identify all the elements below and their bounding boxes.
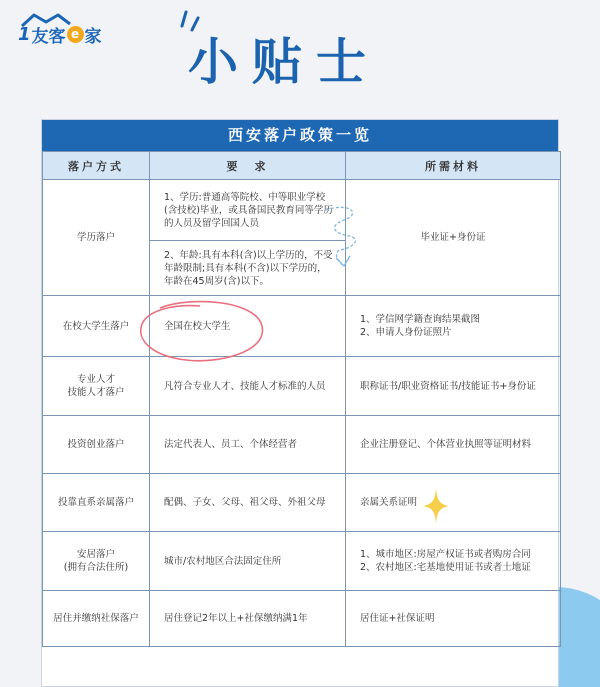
table-row bbox=[43, 357, 561, 416]
materials-line: 2、申请人身份证照片 bbox=[360, 327, 452, 338]
method-cell: 在校大学生落户 bbox=[43, 296, 150, 357]
page-title: 小贴士 bbox=[188, 33, 380, 91]
materials-cell: 企业注册登记、个体营业执照等证明材料 bbox=[346, 416, 561, 474]
logo-text: 友客 bbox=[31, 27, 66, 47]
materials-cell: 职称证书/职业资格证书/技能证书+身份证 bbox=[346, 357, 561, 416]
requirement-cell: 1、学历:普通高等院校、中等职业学校(含技校)毕业，或具备国民教育同等学历的人员及留学回国人员 bbox=[150, 180, 346, 241]
method-line: 专业人才 bbox=[76, 374, 115, 385]
materials-cell: 毕业证+身份证 bbox=[346, 180, 561, 296]
requirement-cell: 居住登记2年以上+社保缴纳满1年 bbox=[150, 591, 346, 647]
house-icon bbox=[20, 12, 80, 28]
materials-cell: 居住证+社保证明 bbox=[346, 591, 561, 647]
sparkle-star-icon bbox=[423, 488, 449, 524]
logo-mark: 1 bbox=[18, 24, 31, 45]
method-line: (拥有合法住所) bbox=[63, 562, 129, 573]
materials-cell bbox=[346, 296, 561, 357]
method-cell: 投资创业落户 bbox=[43, 416, 150, 474]
method-cell: 投靠直系亲属落户 bbox=[43, 474, 150, 532]
requirement-cell: 城市/农村地区合法固定住所 bbox=[150, 532, 346, 591]
logo-e: e bbox=[67, 26, 84, 43]
table-row bbox=[43, 296, 561, 357]
policy-table bbox=[42, 151, 561, 647]
highlight-circle-icon bbox=[130, 296, 270, 366]
logo-text-end: 家 bbox=[84, 27, 102, 47]
table-row bbox=[43, 180, 561, 241]
column-header-requirements: 要 求 bbox=[150, 152, 346, 180]
table-row bbox=[43, 416, 561, 474]
requirement-cell: 法定代表人、员工、个体经营者 bbox=[150, 416, 346, 474]
brand-logo bbox=[18, 22, 102, 47]
materials-cell bbox=[346, 532, 561, 591]
wave-doodle-icon bbox=[322, 200, 362, 270]
method-cell bbox=[43, 532, 150, 591]
requirement-cell: 凡符合专业人才、技能人才标准的人员 bbox=[150, 357, 346, 416]
requirement-cell: 全国在校大学生 bbox=[150, 296, 346, 357]
materials-line: 1、城市地区:房屋产权证书或者购房合同 bbox=[360, 549, 531, 560]
method-cell: 学历落户 bbox=[43, 180, 150, 296]
table-row bbox=[43, 474, 561, 532]
policy-sheet bbox=[41, 119, 559, 687]
method-line: 技能人才落户 bbox=[67, 387, 125, 398]
table-row bbox=[43, 532, 561, 591]
materials-line: 2、农村地区:宅基地使用证书或者土地证 bbox=[360, 562, 531, 573]
materials-line: 1、学信网学籍查询结果截图 bbox=[360, 314, 481, 325]
method-line: 安居落户 bbox=[76, 549, 115, 560]
requirement-cell: 2、年龄:具有本科(含)以上学历的，不受年龄限制;具有本科(不含)以下学历的，年龄在45周岁(含)以下。 bbox=[150, 241, 346, 296]
materials-cell: 亲属关系证明 bbox=[346, 474, 561, 532]
table-row bbox=[43, 591, 561, 647]
method-cell: 居住并缴纳社保落户 bbox=[43, 591, 150, 647]
column-header-method: 落户方式 bbox=[43, 152, 150, 180]
requirement-cell: 配偶、子女、父母、祖父母、外祖父母 bbox=[150, 474, 346, 532]
sheet-title: 西安落户政策一览 bbox=[42, 120, 558, 151]
column-header-materials: 所需材料 bbox=[346, 152, 561, 180]
